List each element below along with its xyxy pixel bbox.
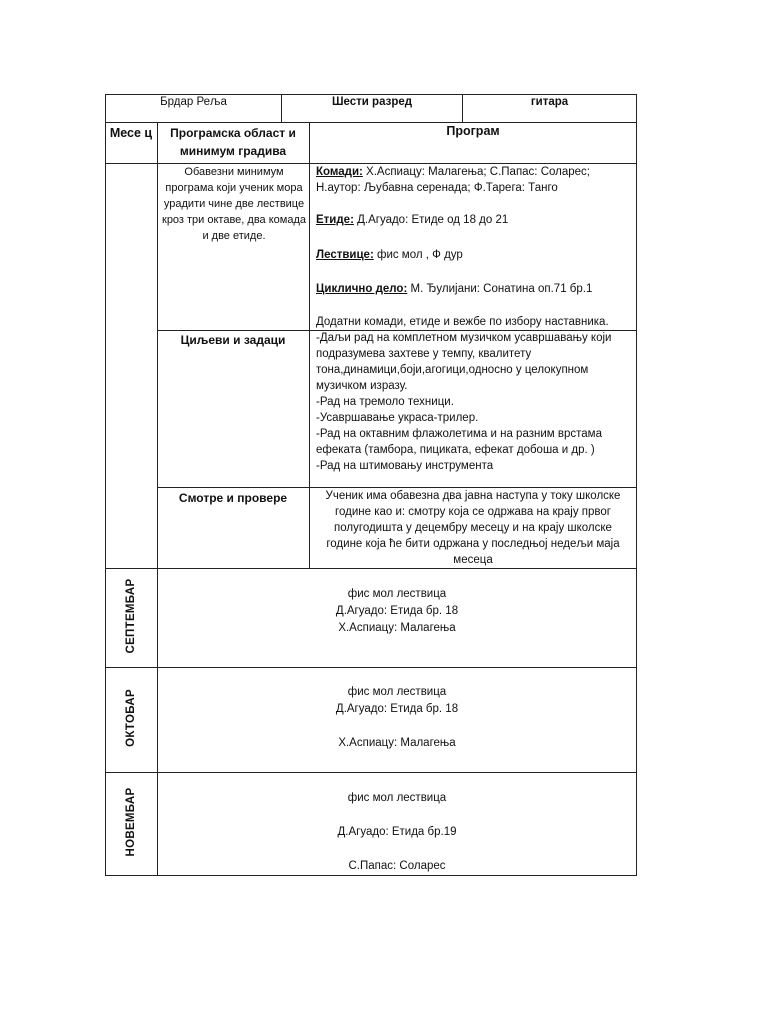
etudes-label: Етиде: <box>316 214 354 226</box>
goals-label: Циљеви и задаци <box>180 333 286 347</box>
reviews-label: Смотре и провере <box>178 491 288 505</box>
cyclic-line <box>316 282 592 296</box>
program-line: Х.Аспиацу: Малагења <box>338 622 456 634</box>
october-program <box>158 684 636 752</box>
program-line <box>158 841 636 858</box>
program-line: Д.Агуадо: Етида бр. 18 <box>335 605 459 617</box>
program-column-header: Програм <box>446 124 500 138</box>
goals-line: тона,динамици,боји,агогици,односно у целокупном <box>316 364 589 376</box>
scales-label: Лествице: <box>316 249 374 261</box>
program-line: фис мол лествица <box>347 792 447 804</box>
program-line: фис мол лествица <box>347 588 447 600</box>
goals-line: -Рад на штимовању инструмента <box>316 460 494 472</box>
november-program <box>158 790 636 875</box>
etudes-text: Д.Агуадо: Етиде од 18 до 21 <box>353 214 509 226</box>
additional-line: Додатни комади, етиде и вежбе по избору наставника. <box>316 316 609 328</box>
pieces-line <box>316 164 632 196</box>
area-column-header: Програмска област и минимум градива <box>170 126 296 158</box>
program-line <box>158 718 636 735</box>
cyclic-label: Циклично дело: <box>316 283 408 295</box>
month-october: ОКТОБАР <box>125 689 137 747</box>
scales-text: фис мол , Ф дур <box>373 249 463 261</box>
goals-line: ефеката (тамбора, пициката, ефекат добоша и др. ) <box>316 444 595 456</box>
teacher-name: Брдар Реља <box>160 96 227 108</box>
pieces-label: Комади: <box>316 166 363 178</box>
program-line: С.Папас: Соларес <box>348 860 446 872</box>
cyclic-text: М. Ђулијани: Сонатина оп.71 бр.1 <box>407 283 593 295</box>
reviews-text: Ученик има обавезна два јавна наступа у току школске године као и: смотру која се одржава на крају првог полугодишта у децембру месецу и на крају школске године која ће бити одржана у последњој недељи маја месеца <box>325 490 621 566</box>
month-november: НОВЕМБАР <box>125 787 137 857</box>
goals-line: -Рад на октавним флажолетима и на разним врстама <box>316 428 602 440</box>
program-line: Х.Аспиацу: Малагења <box>338 737 456 749</box>
goals-line: подразумева захтеве у темпу, квалитету <box>316 348 532 360</box>
instrument-label: гитара <box>530 96 569 108</box>
program-line: Д.Агуадо: Етида бр. 18 <box>335 703 459 715</box>
goals-line: -Усавршавање украса-трилер. <box>316 412 479 424</box>
month-september: СЕПТЕМБАР <box>125 578 137 654</box>
program-line <box>158 807 636 824</box>
etudes-line <box>316 213 508 227</box>
minimum-description: Обавезни минимум програма који ученик мора урадити чине две лествице кроз три октаве, два комада и две етиде. <box>162 166 306 242</box>
pieces-text: Х.Аспиацу: Малагења; С.Папас: Соларес; Н.аутор: Љубавна серенада; Ф.Тарега: Танго <box>316 166 590 194</box>
goals-line: -Даљи рад на комплетном музичком усавршавању који <box>316 332 612 344</box>
grade-label: Шести разред <box>331 96 413 108</box>
goals-line: музичком изразу. <box>316 380 408 392</box>
goals-line: -Рад на тремоло техници. <box>316 396 454 408</box>
month-column-header: Месе ц <box>109 126 153 140</box>
program-line: фис мол лествица <box>347 686 447 698</box>
scales-line <box>316 248 463 262</box>
september-program <box>158 586 636 637</box>
program-line: Д.Агуадо: Етида бр.19 <box>337 826 457 838</box>
